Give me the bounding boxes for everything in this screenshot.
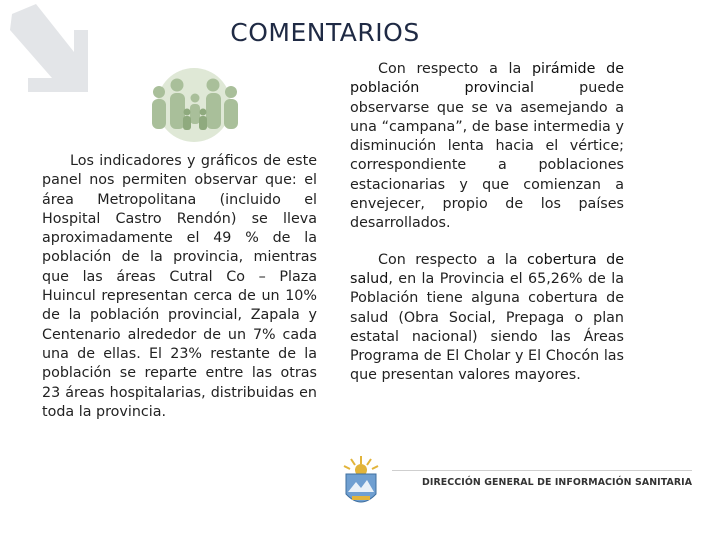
coverage-highlight: cobertura de salud: [350, 251, 625, 287]
left-comment-body: Los indicadores y gráficos de este panel nos permiten observar que: el área Metropolitana (incluido el Hospital Castro Rendón) se lleva aproximadamente el 49 % de la población de la provincia, mientras que las áreas Cutral Co – Plaza Huincul representan cerca de un 10% de la población provincial, Zapala y Centenario alrededor de un 7% cada una de ellas. El 23% restante de la población se reparte entre las otras 23 áreas hospitalarias, distribuidas en toda la provincia.: [42, 153, 317, 420]
pyramid-comment-before: Con respecto a la: [378, 61, 532, 77]
pyramid-comment-after: puede observarse que se va asemejando a una “campana”, de base intermedia y disminución lenta hacia el vértice; correspondiente a poblaciones estacionarias y que comienzan a envejecer, propio de los países desarrollados.: [350, 80, 624, 232]
coverage-comment-before: Con respecto a la: [378, 251, 528, 268]
pyramid-comment: [350, 60, 624, 234]
right-comments: [350, 60, 624, 403]
footer-divider: [392, 470, 692, 471]
slide-title: COMENTARIOS: [230, 18, 420, 47]
arrow-decoration-icon: [0, 0, 90, 110]
pyramid-highlight: pirámide de población provincial: [350, 61, 624, 97]
coverage-comment: [350, 251, 624, 386]
left-comment-text: [42, 152, 317, 422]
footer-institution: DIRECCIÓN GENERAL DE INFORMACIÓN SANITARIA: [422, 477, 693, 488]
crest-icon: [338, 452, 384, 512]
people-group-icon: [135, 68, 253, 142]
coverage-comment-after: , en la Provincia el 65,26% de la Población tiene alguna cobertura de salud (Obra Social, Prepaga o plan estatal nacional) siendo las Áreas Programa de El Cholar y El Chocón las que presentan valores mayores.: [350, 270, 624, 384]
